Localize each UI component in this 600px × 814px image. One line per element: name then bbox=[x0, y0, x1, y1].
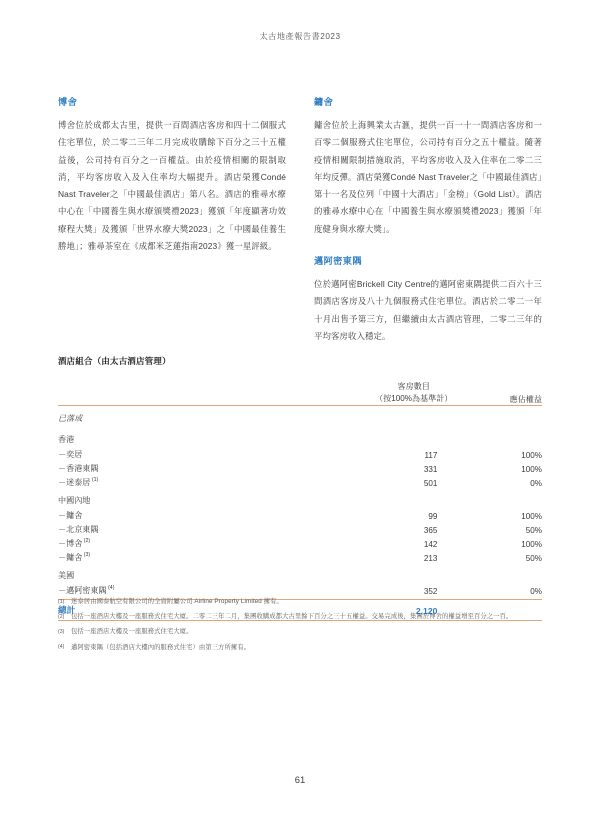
table-row bbox=[58, 508, 542, 522]
table-region-row bbox=[58, 428, 542, 447]
footnote-text: 迷泰居由國泰航空有限公司的全資附屬公司 Airline Property Limited 擁有。 bbox=[71, 598, 283, 605]
total-label: 總計 bbox=[58, 599, 358, 620]
running-header: 太古地產報告書2023 bbox=[259, 32, 341, 41]
row-share: 50% bbox=[525, 525, 542, 535]
right-column bbox=[314, 96, 542, 345]
footnote-item bbox=[58, 597, 542, 607]
row-name: －迷泰居 bbox=[58, 477, 91, 487]
column-header-rooms-line2: （按100%為基準計） bbox=[375, 394, 453, 404]
hotel-portfolio-table-block bbox=[58, 355, 542, 621]
row-share: 100% bbox=[521, 464, 542, 474]
row-name: －奕居 bbox=[58, 449, 83, 459]
table-row bbox=[58, 550, 542, 564]
row-rooms: 213 bbox=[423, 553, 438, 563]
table-row bbox=[58, 536, 542, 550]
footnote-text: 包括一座酒店大樓及一座服務式住宅大廈。二零二三年二月，集團收購成都大古里餘下百分之三十五權益。交易完成後，集團於博舍的權益增至百分之一百。 bbox=[71, 613, 513, 621]
section-body-miami-east: 位於邁阿密Brickell City Centre的邁阿密東隅提供二百六十三間酒店客房及八十九個服務式住宅單位。酒店於二零二一年十月出售予第三方，但繼續由太古酒店管理，二零二三年的平均客房收入穩定。 bbox=[314, 278, 542, 341]
row-rooms: 99 bbox=[428, 511, 438, 521]
region-label-hongkong: 香港 bbox=[58, 435, 75, 445]
row-rooms: 501 bbox=[423, 478, 438, 488]
row-label bbox=[58, 447, 358, 461]
row-name: －香港東隅 bbox=[58, 463, 99, 473]
table-row bbox=[58, 461, 542, 475]
row-rooms: 142 bbox=[423, 539, 438, 549]
row-footnote-mark bbox=[98, 524, 100, 530]
column-header-rooms bbox=[358, 381, 469, 406]
footnote-mark: (3) bbox=[58, 628, 65, 635]
row-share: 100% bbox=[521, 539, 542, 549]
total-rooms: 2,120 bbox=[358, 599, 469, 620]
group-label-completed: 已落成 bbox=[58, 414, 83, 424]
table-header-row bbox=[58, 381, 542, 406]
row-label bbox=[58, 461, 358, 475]
row-label bbox=[58, 475, 358, 489]
row-label bbox=[58, 508, 358, 522]
row-label bbox=[58, 550, 358, 564]
section-heading-miami-east: 邁阿密東隅 bbox=[314, 256, 362, 267]
section-body-middlehouse: 鏞舍位於上海興業太古滙，提供一百一十一間酒店客房和一百零二個服務式住宅單位，公司持有百分之五十權益。隨著疫情相關限制措施取消，平均客房收入及入住率在二零二三年均反彈。酒店榮獲Condé Nast Traveler之「中國最佳酒店」第十一名及位列「中國十大酒店」「金榜」（Gold List）。酒店的雅尋水療中心在「中國養生與水療頒獎禮2023」獲頒「年度健身與水療大獎」。 bbox=[314, 119, 542, 234]
row-rooms: 352 bbox=[358, 583, 469, 599]
footnote-text: 邁阿密東隅（包括酒店大樓內的服務式住宅）由第三方所擁有。 bbox=[71, 643, 251, 651]
region-label-mainland-china: 中國內地 bbox=[58, 496, 91, 506]
table-region-row bbox=[58, 564, 542, 583]
row-label bbox=[58, 536, 358, 550]
table-head bbox=[58, 381, 542, 406]
table-body bbox=[58, 406, 542, 621]
table-row bbox=[58, 522, 542, 536]
column-header-rooms-line1: 客房數目 bbox=[397, 382, 430, 391]
footnote-mark: (4) bbox=[58, 644, 65, 651]
row-footnote-mark: (1) bbox=[91, 477, 99, 484]
footnote-mark: (1) bbox=[58, 598, 65, 605]
row-footnote-mark bbox=[82, 449, 84, 455]
footnote-text: 包括一座酒店大樓及一座服務式住宅大廈。 bbox=[71, 628, 193, 636]
row-rooms: 365 bbox=[423, 525, 438, 535]
row-share: 100% bbox=[521, 511, 542, 521]
row-name: －鏞舍 bbox=[58, 552, 83, 562]
row-footnote-mark: (4) bbox=[108, 585, 115, 592]
row-name: －北京東隅 bbox=[58, 524, 99, 534]
left-column bbox=[58, 96, 286, 345]
footnote-item bbox=[58, 612, 542, 622]
row-footnote-mark bbox=[82, 510, 84, 516]
page-number: 61 bbox=[294, 774, 306, 785]
table-row bbox=[58, 475, 542, 489]
column-header-blank bbox=[58, 381, 358, 406]
row-footnote-mark: (3) bbox=[83, 552, 91, 559]
section-body-boshe: 博舍位於成都太古里，提供一百間酒店客房和四十二個服式住宅單位，於二零二三年二月完成收購餘下百分之三十五權益後，公司持有百分之一百權益。由於疫情相關的限制取消，平均客房收入及入住率均大幅提升。酒店榮獲Condé Nast Traveler之「中國最佳酒店」第八名。酒店的雅尋水療中心在「中國養生與水療頒獎禮2023」獲頒「年度顯著功效療程大獎」及獲頒「世界水療大獎2023」之「中國最佳養生勝地」；雅尋茶室在《成都米芝蓮指南2023》獲一星評級。 bbox=[58, 119, 286, 252]
footnote-item bbox=[58, 627, 542, 637]
row-share: 50% bbox=[525, 553, 542, 563]
row-footnote-mark: (2) bbox=[83, 538, 91, 545]
row-share: 0% bbox=[530, 478, 542, 488]
row-rooms: 331 bbox=[423, 464, 438, 474]
footnotes-list bbox=[58, 597, 542, 658]
footnote-item bbox=[58, 643, 542, 653]
row-rooms: 117 bbox=[424, 450, 438, 460]
section-heading-boshe: 博舍 bbox=[58, 97, 78, 107]
table-row bbox=[58, 447, 542, 461]
table-group-row bbox=[58, 406, 542, 429]
table-region-row bbox=[58, 489, 542, 508]
hotel-portfolio-table bbox=[58, 381, 542, 621]
row-footnote-mark bbox=[98, 463, 100, 469]
two-column-body bbox=[58, 96, 542, 345]
table-title: 酒店組合（由太古酒店管理） bbox=[58, 356, 171, 366]
row-name: －博舍 bbox=[58, 538, 83, 548]
row-label bbox=[58, 522, 358, 536]
row-share: 100% bbox=[521, 450, 542, 460]
column-header-share: 應佔權益 bbox=[469, 381, 542, 406]
footnote-mark: (2) bbox=[58, 613, 65, 620]
section-heading-middlehouse: 鏞舍 bbox=[314, 97, 334, 107]
row-name: －鏞舍 bbox=[58, 510, 83, 520]
row-share: 0% bbox=[469, 583, 542, 599]
row-name: －邁阿密東隅 bbox=[58, 585, 107, 595]
region-label-usa: 美國 bbox=[58, 571, 75, 581]
